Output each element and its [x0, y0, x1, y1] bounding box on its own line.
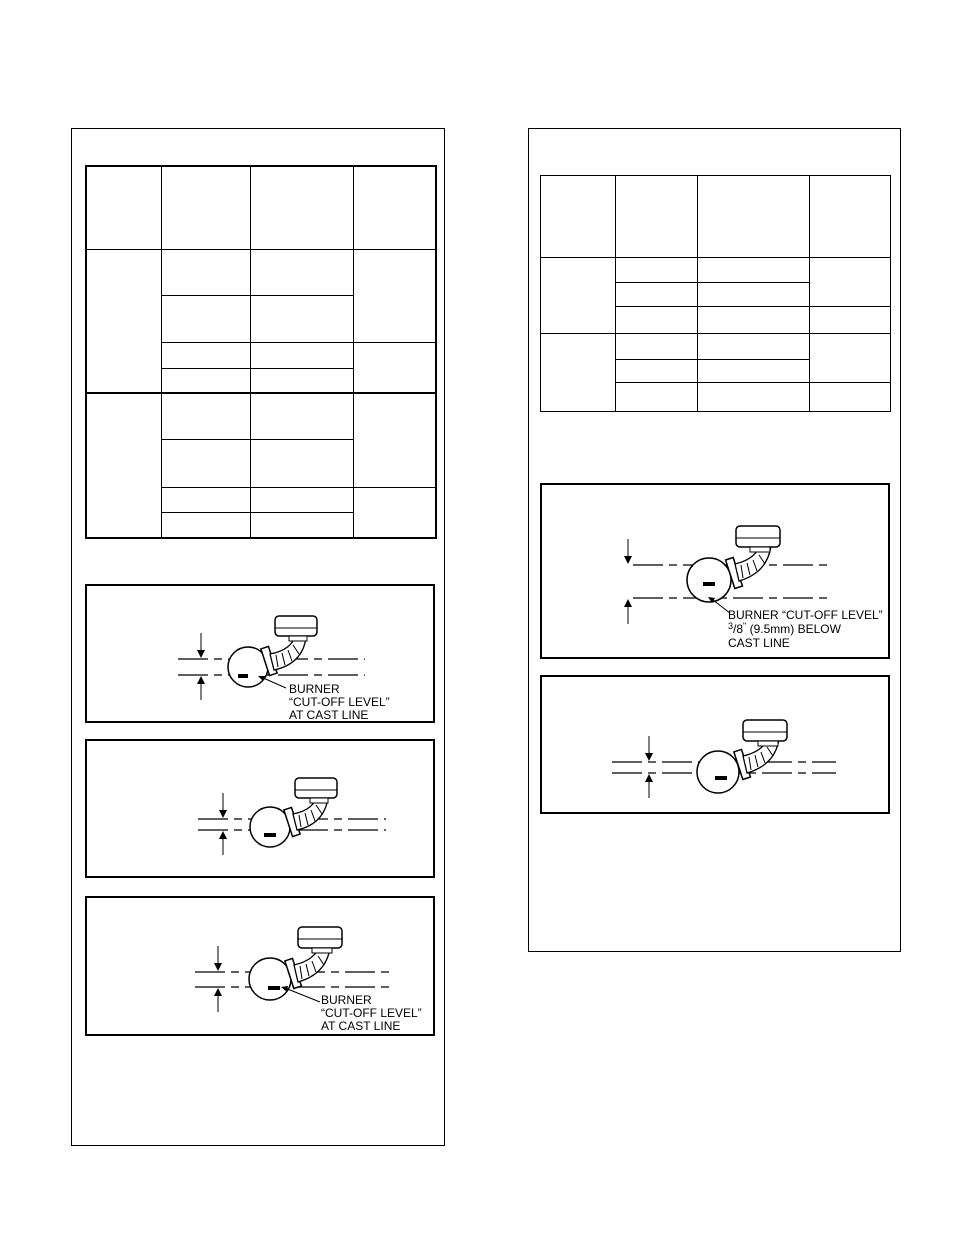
burner-diagram-svg [542, 485, 888, 657]
left-table-cell [161, 393, 250, 439]
burner-diagram-svg [87, 898, 433, 1034]
right-table-cell [810, 258, 891, 307]
right-table-header-cell [541, 176, 616, 258]
right-table-group-cell [541, 334, 616, 412]
left-table-cell [353, 488, 436, 538]
right-table-cell [698, 334, 810, 360]
cut-off-label-line-2 [728, 621, 842, 636]
left-table-cell [353, 249, 436, 342]
right-table-group-cell [541, 258, 616, 334]
left-table-cell [250, 393, 353, 439]
fraction-numerator: 3 [728, 621, 734, 631]
right-table-cell [698, 383, 810, 412]
right-table-cell [698, 283, 810, 307]
left-table-cell [250, 343, 353, 368]
cut-off-label-line-3: AT CAST LINE [321, 1019, 401, 1033]
right-table-cell [698, 307, 810, 334]
cut-off-label-measurement: (9.5mm) BELOW [746, 622, 841, 636]
right-table-header-cell [616, 176, 698, 258]
cut-off-label-line-3: CAST LINE [728, 636, 790, 650]
right-table-cell [616, 307, 698, 334]
left-table-group-cell [86, 249, 161, 393]
left-table [85, 165, 437, 539]
left-table-header-cell [250, 166, 353, 249]
left-table-cell [250, 296, 353, 343]
left-table-cell [161, 296, 250, 343]
fraction-denominator: /8 [733, 622, 744, 636]
inch-mark: " [743, 621, 747, 631]
right-table-cell [698, 360, 810, 383]
left-table-cell [161, 488, 250, 513]
left-table-group-cell [86, 393, 161, 538]
left-table-header-cell [86, 166, 161, 249]
right-table-cell [698, 258, 810, 283]
left-table-cell [353, 393, 436, 487]
cut-off-label-line-2: “CUT-OFF LEVEL” [321, 1006, 422, 1020]
left-table-cell [250, 488, 353, 513]
cut-off-label-line-1: BURNER [321, 993, 372, 1007]
right-table-cell [616, 258, 698, 283]
cut-off-label-line-3: AT CAST LINE [289, 708, 369, 721]
right-table-cell [616, 360, 698, 383]
left-diagram-2 [85, 739, 435, 878]
left-table-cell [250, 513, 353, 538]
right-table-header-cell [698, 176, 810, 258]
left-table-cell [161, 513, 250, 538]
right-diagram-2 [540, 675, 890, 814]
left-table-cell [250, 249, 353, 295]
right-table-header-cell [810, 176, 891, 258]
burner-illustration-icon [198, 778, 386, 855]
left-table-cell [161, 249, 250, 295]
right-table [540, 175, 891, 412]
burner-illustration-icon [612, 720, 836, 798]
right-table-cell [810, 383, 891, 412]
left-table-cell [161, 368, 250, 393]
right-table-cell [616, 283, 698, 307]
left-table-cell [250, 368, 353, 393]
right-table-cell [616, 383, 698, 412]
right-table-cell [810, 334, 891, 383]
left-table-header-cell [161, 166, 250, 249]
cut-off-label-line-1: BURNER “CUT-OFF LEVEL” [728, 608, 883, 622]
right-table-cell [616, 334, 698, 360]
left-table-cell [161, 439, 250, 487]
burner-diagram-svg [87, 586, 433, 721]
burner-diagram-svg [542, 677, 888, 812]
left-diagram-3 [85, 896, 435, 1036]
cut-off-label-line-2: “CUT-OFF LEVEL” [289, 695, 390, 709]
left-table-cell [161, 343, 250, 368]
left-diagram-1 [85, 584, 435, 723]
burner-diagram-svg [87, 741, 433, 876]
left-table-header-cell [353, 166, 436, 249]
right-diagram-1 [540, 483, 890, 659]
left-table-cell [353, 343, 436, 393]
right-table-cell [810, 307, 891, 334]
cut-off-label-line-1: BURNER [289, 682, 340, 696]
left-table-cell [250, 439, 353, 487]
